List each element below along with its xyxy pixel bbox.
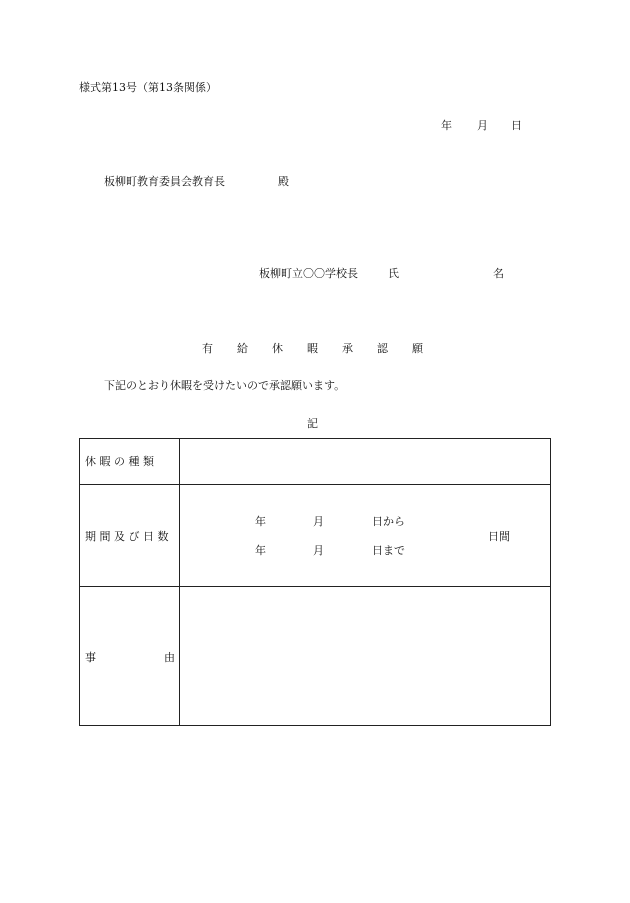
days-count-label: 日間 <box>488 530 510 543</box>
title-char: 暇 <box>307 342 318 355</box>
title-char: 認 <box>377 342 388 355</box>
reason-label-right: 由 <box>164 651 175 664</box>
to-day: 日まで <box>372 544 405 557</box>
form-number: 様式第13号（第13条関係） <box>79 81 217 94</box>
table-row-divider <box>80 586 550 587</box>
addressee-name: 板柳町教育委員会教育長 <box>104 175 225 188</box>
leave-type-label: 休 暇 の 種 類 <box>85 455 154 468</box>
table-row-divider <box>80 484 550 485</box>
date-year: 年 <box>441 119 452 132</box>
title-char: 承 <box>342 342 353 355</box>
title-char: 給 <box>237 342 248 355</box>
title-char: 休 <box>272 342 283 355</box>
table-column-divider <box>179 439 180 725</box>
title-char: 願 <box>412 342 423 355</box>
period-days-label: 期 間 及 び 日 数 <box>85 530 169 543</box>
title-char: 有 <box>202 342 213 355</box>
to-year: 年 <box>255 544 266 557</box>
applicant-school: 板柳町立〇〇学校長 <box>259 267 358 280</box>
applicant-shi: 氏 <box>388 267 399 280</box>
reason-label-left: 事 <box>85 651 96 664</box>
from-month: 月 <box>313 515 324 528</box>
to-month: 月 <box>313 544 324 557</box>
date-month: 月 <box>477 119 488 132</box>
applicant-mei: 名 <box>493 267 504 280</box>
from-day: 日から <box>372 515 405 528</box>
body-text: 下記のとおり休暇を受けたいので承認願います。 <box>104 379 346 392</box>
from-year: 年 <box>255 515 266 528</box>
leave-form-table <box>79 438 551 726</box>
ki-label: 記 <box>307 417 318 430</box>
addressee-honorific: 殿 <box>278 175 289 188</box>
date-day: 日 <box>511 119 522 132</box>
